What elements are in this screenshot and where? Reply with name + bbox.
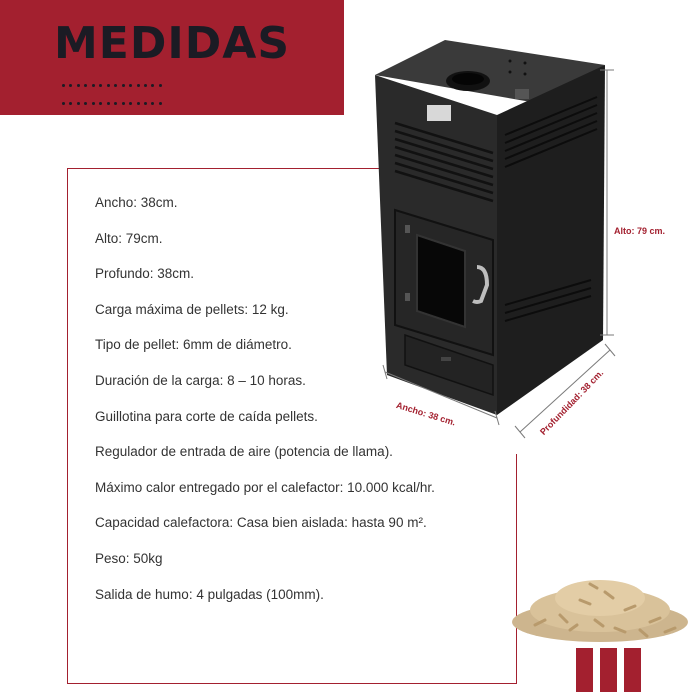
pellets-pile [505, 570, 695, 645]
spec-item: Ancho: 38cm. [95, 195, 178, 210]
spec-item: Peso: 50kg [95, 550, 163, 566]
brand-stripes [576, 648, 641, 692]
spec-item: Guillotina para corte de caída pellets. [95, 408, 318, 424]
spec-item: Tipo de pellet: 6mm de diámetro. [95, 337, 292, 353]
depth-label: Profundidad: 38 cm. [538, 367, 606, 437]
spec-item: Máximo calor entregado por el calefactor: 10.000 kcal/hr. [95, 479, 435, 495]
page-title: MEDIDAS [54, 18, 291, 69]
spec-item: Capacidad calefactora: Casa bien aislada: hasta 90 m². [95, 515, 427, 531]
spec-item: Duración de la carga: 8 – 10 horas. [95, 372, 306, 388]
spec-item: Regulador de entrada de aire (potencia de llama). [95, 444, 393, 460]
spec-item: Salida de humo: 4 pulgadas (100mm). [95, 586, 324, 602]
width-label: Ancho: 38 cm. [395, 400, 457, 428]
spec-item: Alto: 79cm. [95, 230, 163, 246]
spec-item: Carga máxima de pellets: 12 kg. [95, 301, 289, 317]
spec-item: Profundo: 38cm. [95, 266, 195, 282]
height-label: Alto: 79 cm. [614, 226, 666, 236]
